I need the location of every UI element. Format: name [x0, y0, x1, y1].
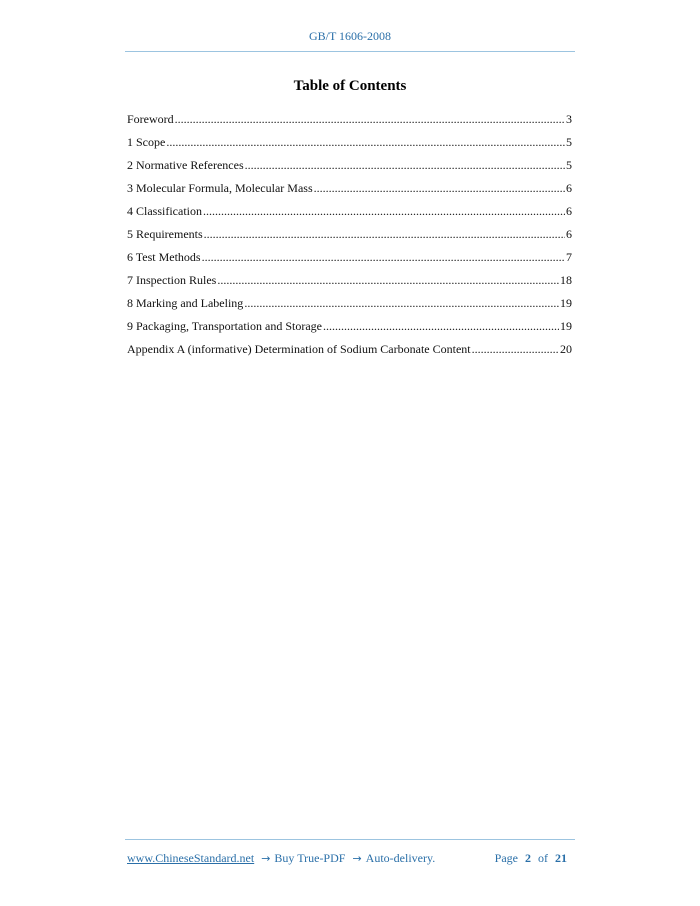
toc-entry-page: 19 [560, 319, 572, 333]
website-link[interactable]: www.ChineseStandard.net [127, 851, 255, 865]
toc-entry-label: 3 Molecular Formula, Molecular Mass [127, 181, 313, 195]
toc-entry-page: 5 [566, 158, 572, 172]
toc-entry-requirements[interactable] [127, 227, 572, 250]
toc-entry-page: 6 [566, 227, 572, 241]
header-standard-id: GB/T 1606-2008 [308, 29, 392, 43]
toc-entry-inspection-rules[interactable] [127, 273, 572, 296]
toc-entry-appendix-a[interactable] [127, 342, 572, 365]
toc-entry-marking-labeling[interactable] [127, 296, 572, 319]
toc-entry-page: 20 [560, 342, 572, 356]
toc-entry-label: 8 Marking and Labeling [127, 296, 244, 310]
toc-entry-label: 2 Normative References [127, 158, 244, 172]
toc-dot-leader [217, 273, 559, 288]
toc-entry-page: 6 [566, 181, 572, 195]
page-current: 2 [525, 851, 531, 865]
toc-dot-leader [202, 250, 565, 265]
buy-true-pdf-text: Buy True-PDF [274, 851, 346, 865]
toc-entry-label: 1 Scope [127, 135, 166, 149]
toc-entry-packaging[interactable] [127, 319, 572, 342]
toc-entry-page: 5 [566, 135, 572, 149]
page-label: Page [494, 851, 518, 865]
footer-promo [127, 851, 435, 866]
toc-entry-page: 7 [566, 250, 572, 264]
toc-entry-foreword[interactable] [127, 112, 572, 135]
toc-dot-leader [204, 227, 565, 242]
page-of-label: of [538, 851, 548, 865]
auto-delivery-text: Auto-delivery. [365, 851, 436, 865]
toc-entry-label: 5 Requirements [127, 227, 203, 241]
toc-dot-leader [323, 319, 559, 334]
toc-entry-molecular-formula[interactable] [127, 181, 572, 204]
page-indicator [495, 851, 571, 866]
toc-dot-leader [314, 181, 565, 196]
toc-entry-scope[interactable] [127, 135, 572, 158]
toc-entry-label: 9 Packaging, Transportation and Storage [127, 319, 322, 333]
toc-entry-label: 6 Test Methods [127, 250, 201, 264]
toc-entry-page: 19 [560, 296, 572, 310]
toc-entry-label: 4 Classification [127, 204, 202, 218]
toc-entry-test-methods[interactable] [127, 250, 572, 273]
toc-entry-classification[interactable] [127, 204, 572, 227]
toc-entry-normative-references[interactable] [127, 158, 572, 181]
toc-entry-label: Foreword [127, 112, 174, 126]
toc-dot-leader [245, 158, 565, 173]
toc-dot-leader [472, 342, 559, 357]
toc-list [127, 112, 572, 365]
footer-divider [125, 839, 575, 840]
toc-entry-label: 7 Inspection Rules [127, 273, 217, 287]
toc-dot-leader [244, 296, 559, 311]
toc-dot-leader [203, 204, 565, 219]
arrow-right-icon: → [352, 852, 362, 865]
arrow-right-icon: → [261, 852, 271, 865]
page-total: 21 [555, 851, 567, 865]
toc-entry-label: Appendix A (informative) Determination of Sodium Carbonate Content [127, 342, 471, 356]
toc-entry-page: 3 [566, 112, 572, 126]
toc-dot-leader [166, 135, 565, 150]
toc-entry-page: 6 [566, 204, 572, 218]
header-divider [125, 51, 575, 52]
page-title: Table of Contents [293, 78, 407, 94]
toc-entry-page: 18 [560, 273, 572, 287]
toc-dot-leader [175, 112, 565, 127]
